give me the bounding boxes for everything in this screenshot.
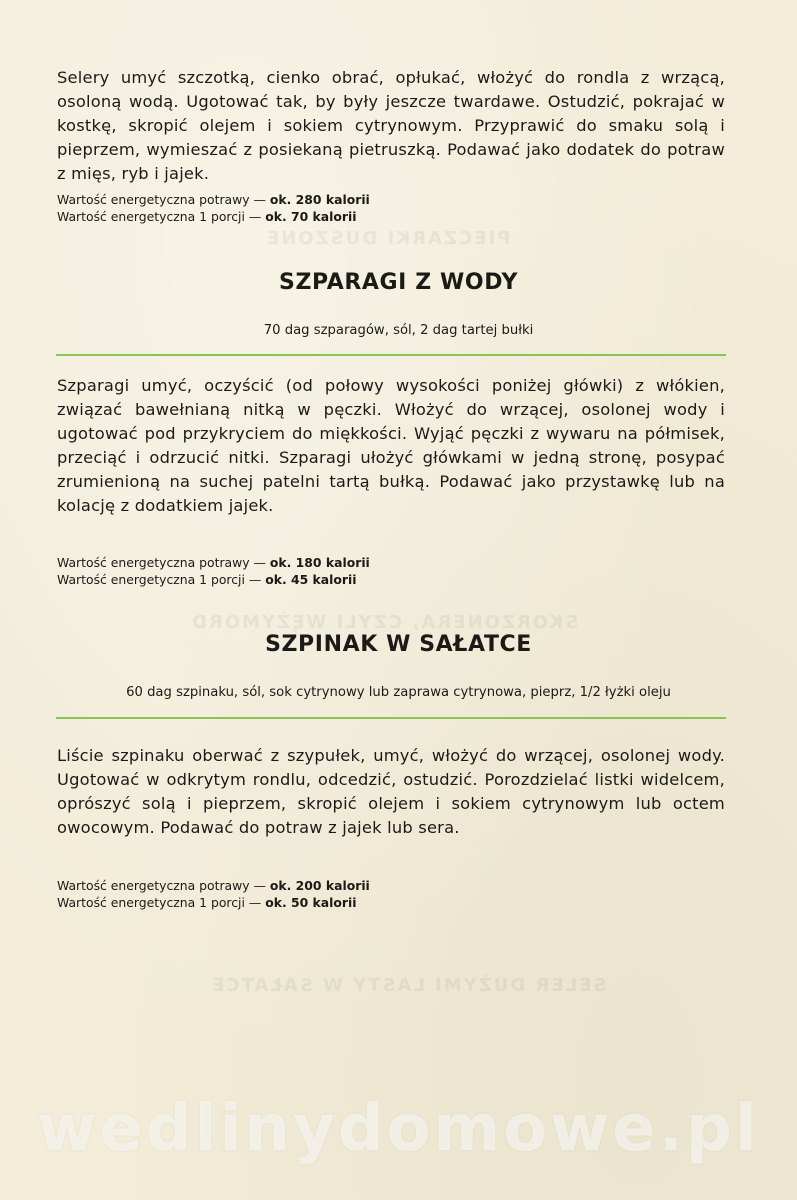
energy-portion-label: Wartość energetyczna 1 porcji — (57, 572, 262, 587)
energy-total-label: Wartość energetyczna potrawy — (57, 555, 266, 570)
divider-rule (56, 354, 726, 356)
recipe-energy-total (57, 877, 370, 894)
energy-total-value: ok. 200 kalorii (269, 878, 370, 893)
energy-total-label: Wartość energetyczna potrawy — (57, 878, 266, 893)
recipe-title: SZPARAGI Z WODY (279, 270, 518, 295)
divider-rule (56, 717, 726, 719)
recipe-energy-portion (57, 894, 357, 911)
energy-total-value: ok. 180 kalorii (269, 555, 370, 570)
energy-total-label: Wartość energetyczna potrawy — (57, 192, 266, 207)
energy-portion-value: ok. 45 kalorii (265, 572, 357, 587)
recipe-ingredients: 70 dag szparagów, sól, 2 dag tartej bułki (263, 323, 534, 338)
recipe-ingredients: 60 dag szpinaku, sól, sok cytrynowy lub zaprawa cytrynowa, pieprz, 1/2 łyżki oleju (126, 685, 671, 700)
bleed-through-heading-3: SELER DUŻYMI LASTY W SAŁATCE (210, 975, 607, 996)
intro-energy-total (57, 191, 370, 208)
intro-paragraph: Selery umyć szczotką, cienko obrać, opłukać, włożyć do rondla z wrzącą, osoloną wodą. Ugotować tak, by były jeszcze twardawe. Ostudzić, pokrajać w kostkę, skropić olejem i sokiem cytrynowym. Przyprawić do smaku solą i pieprzem, wymieszać z posiekaną pietruszką. Podawać jako dodatek do potraw z mięs, ryb i jajek. (57, 68, 725, 183)
energy-total-value: ok. 280 kalorii (269, 192, 370, 207)
recipe-energy-portion (57, 571, 357, 588)
intro-energy-portion (57, 208, 357, 225)
bleed-through-heading-1: PIECZARKI DUSZONE (265, 228, 511, 249)
energy-portion-value: ok. 70 kalorii (265, 209, 357, 224)
recipe-method: Szparagi umyć, oczyścić (od połowy wysokości poniżej główki) z włókien, związać bawełnianą nitką w pęczki. Włożyć do wrzącej, osolonej wody i ugotować pod przykryciem do miękkości. Wyjąć pęczki z wywaru na półmisek, przeciąć i odrzucić nitki. Szparagi ułożyć główkami w jedną stronę, posypać zrumienioną na suchej patelni tartą bułką. Podawać jako przystawkę lub na kolację z dodatkiem jajek. (57, 376, 725, 515)
energy-portion-label: Wartość energetyczna 1 porcji — (57, 209, 262, 224)
recipe-method: Liście szpinaku oberwać z szypułek, umyć, włożyć do wrzącej, osolonej wody. Ugotować w odkrytym rondlu, odcedzić, ostudzić. Porozdzielać listki widelcem, oprószyć solą i pieprzem, skropić olejem i sokiem cytrynowym lub octem owocowym. Podawać do potraw z jajek lub sera. (57, 746, 725, 837)
bleed-through-heading-2: SKORZONERA, CZYLI WĘŻYMORD (190, 612, 579, 633)
recipe-title: SZPINAK W SAŁATCE (265, 632, 532, 657)
energy-portion-label: Wartość energetyczna 1 porcji — (57, 895, 262, 910)
energy-portion-value: ok. 50 kalorii (265, 895, 357, 910)
watermark-text: wedlinydomowe.pl (37, 1092, 760, 1166)
recipe-energy-total (57, 554, 370, 571)
